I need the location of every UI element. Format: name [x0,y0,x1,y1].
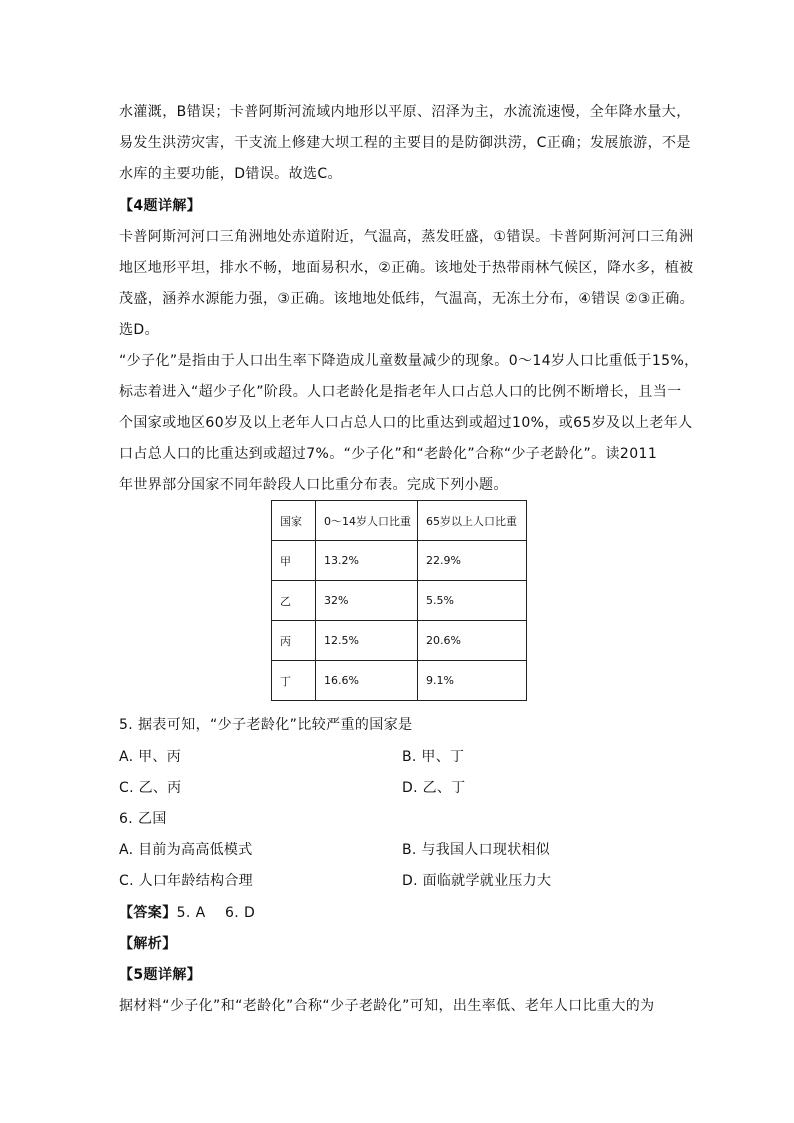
paragraph-line: 水灌溉，B错误；卡普阿斯河流域内地形以平原、沼泽为主，水流流速慢，全年降水量大， [119,104,691,120]
paragraph-line: 据材料“少子化”和“老龄化”合称“少子老龄化”可知，出生率低、老年人口比重大的为 [119,998,655,1014]
question-5-stem: 5. 据表可知，“少子老龄化”比较严重的国家是 [119,717,413,733]
table-cell: 丙 [272,621,316,661]
paragraph-line: 个国家或地区60岁及以上老年人口占总人口的比重达到或超过10%，或65岁及以上老年人 [119,415,693,431]
table-row [272,541,527,581]
question-5-option-b: B. 甲、丁 [402,749,465,765]
table-cell: 32% [316,581,418,621]
paragraph-line: 水库的主要功能，D错误。故选C。 [119,166,342,182]
table-row [272,621,527,661]
question-5-option-a: A. 甲、丙 [119,749,182,765]
paragraph-line: 标志着进入“超少子化”阶段。人口老龄化是指老年人口占总人口的比例不断增长，且当一 [119,384,682,400]
table-cell: 20.6% [418,621,527,661]
table-header-cell: 65岁以上人口比重 [418,501,527,541]
q4-heading: 【4题详解】 [119,198,202,214]
paragraph-line: 口占总人口的比重达到或超过7%。“少子化”和“老龄化”合称“少子老龄化”。读2011 [119,446,658,462]
paragraph-line: 茂盛，涵养水源能力强，③正确。该地地处低纬，气温高，无冻土分布，④错误 ②③正确。 [119,291,695,307]
answer-line [119,904,679,922]
table-header-cell: 国家 [272,501,316,541]
table-cell: 甲 [272,541,316,581]
paragraph-line: “少子化”是指由于人口出生率下降造成儿童数量减少的现象。0～14岁人口比重低于15%， [119,353,699,369]
table-cell: 16.6% [316,661,418,701]
table-row [272,581,527,621]
table-cell: 13.2% [316,541,418,581]
paragraph-line: 选D。 [119,322,159,338]
table-header-cell: 0～14岁人口比重 [316,501,418,541]
question-5-option-d: D. 乙、丁 [402,780,466,796]
question-6-stem: 6. 乙国 [119,811,167,827]
paragraph-line: 易发生洪涝灾害，干支流上修建大坝工程的主要目的是防御洪涝，C正确；发展旅游，不是 [119,135,691,151]
table-header-row [272,501,527,541]
table-cell: 9.1% [418,661,527,701]
table-row [272,661,527,701]
answer-value: 5. A 6. D [176,905,256,921]
table-cell: 22.9% [418,541,527,581]
answer-label: 【答案】 [119,905,177,921]
table-cell: 12.5% [316,621,418,661]
table-cell: 丁 [272,661,316,701]
question-5-option-c: C. 乙、丙 [119,780,182,796]
q5-analysis-heading: 【5题详解】 [119,967,202,983]
table-cell: 乙 [272,581,316,621]
question-6-option-a: A. 目前为高高低模式 [119,842,253,858]
population-table [271,500,527,701]
analysis-heading: 【解析】 [119,936,177,952]
question-6-option-c: C. 人口年龄结构合理 [119,873,253,889]
table-cell: 5.5% [418,581,527,621]
question-6-option-d: D. 面临就学就业压力大 [402,873,552,889]
paragraph-line: 年世界部分国家不同年龄段人口比重分布表。完成下列小题。 [119,477,508,493]
question-6-option-b: B. 与我国人口现状相似 [402,842,551,858]
paragraph-line: 地区地形平坦，排水不畅，地面易积水，②正确。该地处于热带雨林气候区，降水多，植被 [119,260,694,276]
paragraph-line: 卡普阿斯河河口三角洲地处赤道附近，气温高，蒸发旺盛，①错误。卡普阿斯河河口三角洲 [119,229,694,245]
